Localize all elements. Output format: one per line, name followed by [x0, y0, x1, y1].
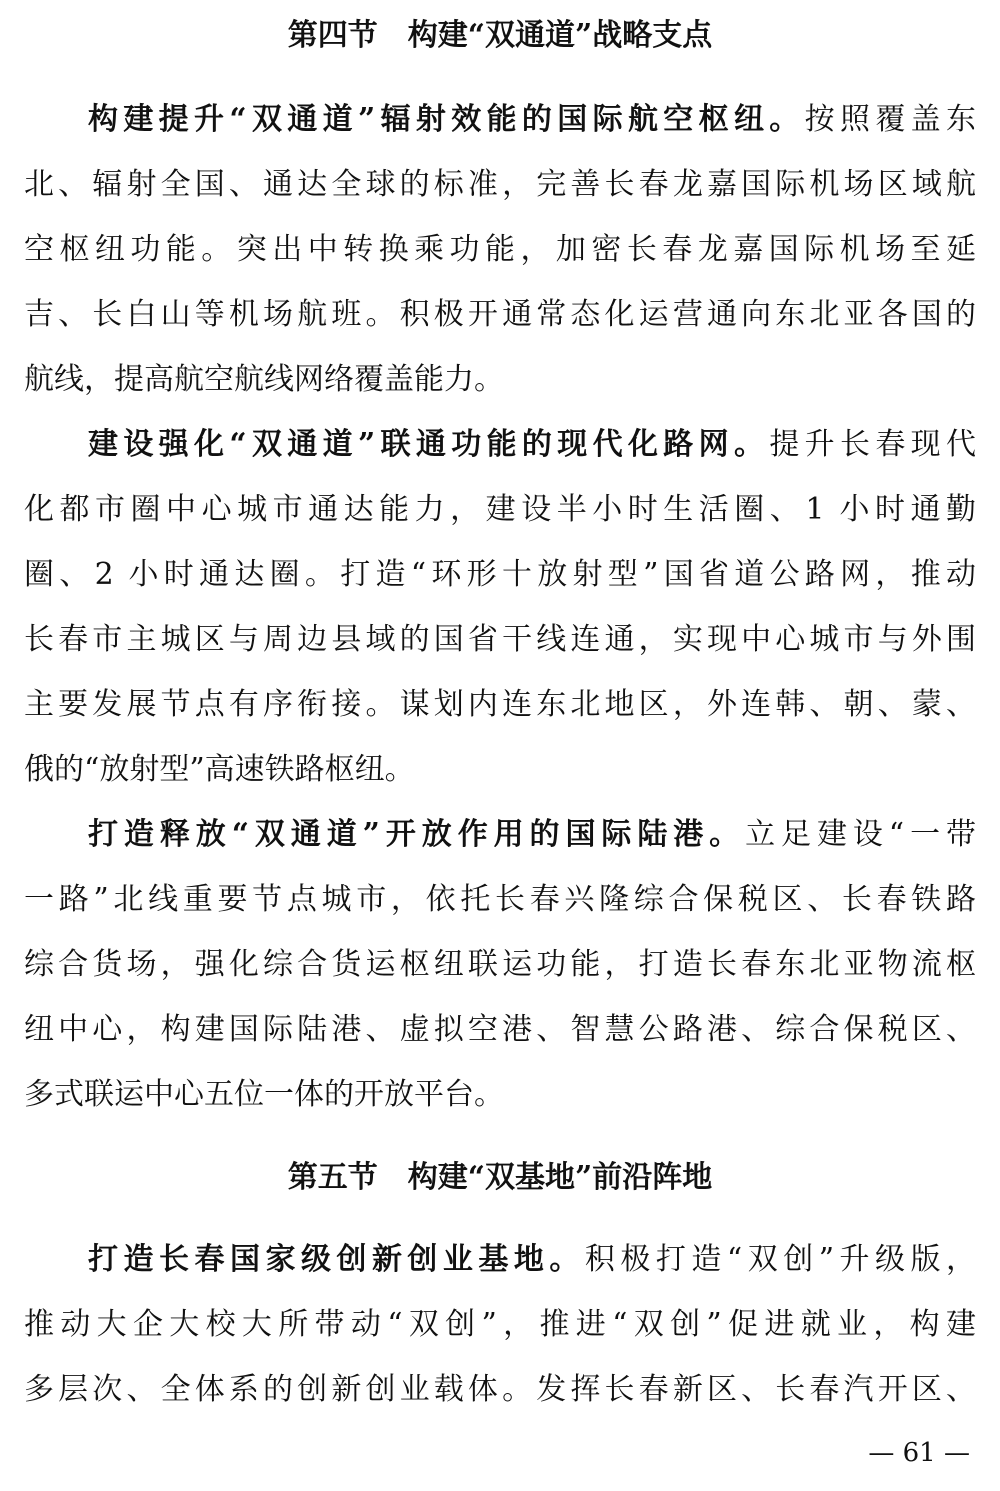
paragraph-innovation-line-2: 推动大企大校大所带动“双创”，推进“双创”促进就业，构建: [24, 1307, 976, 1342]
paragraph-road-line-5: 主要发展节点有序衔接。谋划内连东北地区，外连韩、朝、蒙、: [24, 687, 976, 722]
paragraph-aviation-line-1: [88, 100, 976, 140]
paragraph-text: 立足建设“一带: [745, 817, 976, 852]
paragraph-text: 积极打造“双创”升级版，: [584, 1242, 976, 1277]
paragraph-aviation-line-5: 航线，提高航空航线网络覆盖能力。: [24, 362, 504, 397]
paragraph-aviation-line-3: 空枢纽功能。突出中转换乘功能，加密长春龙嘉国际机场至延: [24, 232, 976, 267]
paragraph-aviation-line-2: 北、辐射全国、通达全球的标准，完善长春龙嘉国际机场区域航: [24, 167, 976, 202]
paragraph-road-line-3: 圈、2 小时通达圈。打造“环形十放射型”国省道公路网，推动: [24, 557, 976, 592]
paragraph-port-line-4: 纽中心，构建国际陆港、虚拟空港、智慧公路港、综合保税区、: [24, 1012, 976, 1047]
section-4-heading: 第四节 构建“双通道”战略支点: [287, 18, 713, 53]
paragraph-road-line-2: 化都市圈中心城市通达能力，建设半小时生活圈、1 小时通勤: [24, 492, 976, 527]
paragraph-lead: 建设强化“双通道”联通功能的现代化路网。: [88, 427, 770, 462]
paragraph-road-line-4: 长春市主城区与周边县域的国省干线连通，实现中心城市与外围: [24, 622, 976, 657]
paragraph-text: 按照覆盖东: [804, 102, 976, 137]
paragraph-innovation-line-1: [88, 1240, 976, 1280]
paragraph-lead: 打造释放“双通道”开放作用的国际陆港。: [88, 817, 746, 852]
paragraph-port-line-3: 综合货场，强化综合货运枢纽联运功能，打造长春东北亚物流枢: [24, 947, 976, 982]
section-5-heading: 第五节 构建“双基地”前沿阵地: [287, 1160, 713, 1195]
paragraph-aviation-line-4: 吉、长白山等机场航班。积极开通常态化运营通向东北亚各国的: [24, 297, 976, 332]
paragraph-port-line-2: 一路”北线重要节点城市，依托长春兴隆综合保税区、长春铁路: [24, 882, 976, 917]
paragraph-road-line-1: [88, 425, 976, 465]
paragraph-port-line-1: [88, 815, 976, 855]
page-number: — 61 —: [868, 1438, 970, 1468]
paragraph-innovation-line-3: 多层次、全体系的创新创业载体。发挥长春新区、长春汽开区、: [24, 1372, 976, 1407]
paragraph-road-line-6: 俄的“放射型”高速铁路枢纽。: [24, 752, 415, 787]
paragraph-port-line-5: 多式联运中心五位一体的开放平台。: [24, 1077, 504, 1112]
paragraph-text: 提升长春现代: [769, 427, 976, 462]
paragraph-lead: 打造长春国家级创新创业基地。: [88, 1242, 585, 1277]
paragraph-lead: 构建提升“双通道”辐射效能的国际航空枢纽。: [88, 102, 805, 137]
